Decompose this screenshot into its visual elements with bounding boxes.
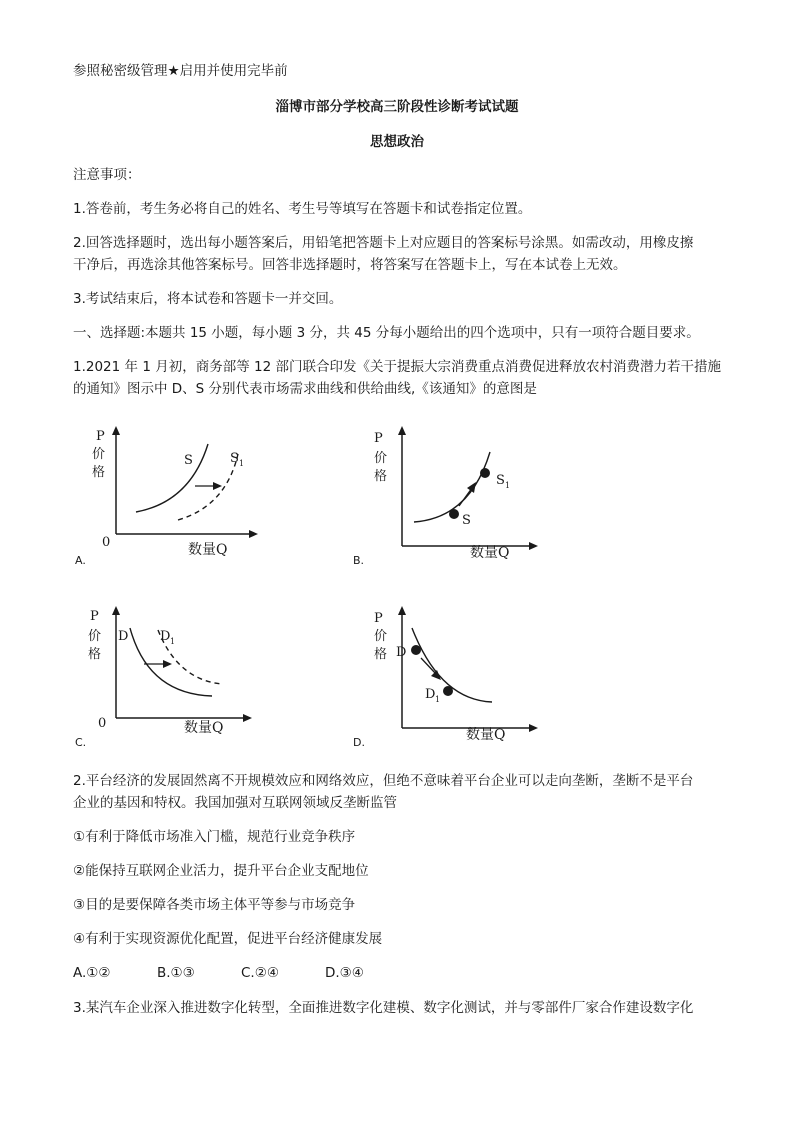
graph-a-s1-sub: 1 (239, 459, 245, 468)
graph-a-p-label: P (96, 429, 105, 444)
graph-d-y-arrow (398, 606, 406, 615)
q2-line-2: 企业的基因和特权。我国加强对互联网领域反垄断监管 (73, 795, 397, 811)
graph-a-supply-curve (136, 444, 208, 512)
q1-line-2: 的通知》图示中 D、S 分别代表市场需求曲线和供给曲线,《该通知》的意图是 (73, 381, 537, 397)
graph-c-origin: 0 (98, 716, 107, 731)
graph-a-origin: 0 (102, 535, 111, 550)
q2-line-1: 2.平台经济的发展固然离不开规模效应和网络效应，但绝不意味着平台企业可以走向垄断，垄断不是平台 (73, 773, 694, 789)
graph-c-price-1: 价 (88, 629, 102, 644)
graph-d-point-d1 (443, 686, 453, 696)
graph-b (370, 422, 570, 562)
q1-line-1: 1.2021 年 1 月初，商务部等 12 部门联合印发《关于提振大宗消费重点消费促进释放农村消费潜力若干措施 (73, 359, 721, 375)
option-b-label: B. (353, 554, 365, 567)
notes-heading: 注意事项： (73, 167, 141, 183)
q2-statement-4: ④有利于实现资源优化配置，促进平台经济健康发展 (73, 931, 383, 947)
graph-b-y-arrow (398, 426, 406, 435)
option-a-label: A. (75, 554, 86, 567)
graph-b-point-s1 (480, 468, 490, 478)
confidentiality-note: 参照秘密级管理★启用并使用完毕前 (73, 63, 288, 79)
option-d-label: D. (353, 736, 365, 749)
graph-d-point-d (411, 645, 421, 655)
graph-c-x-arrow (243, 714, 252, 722)
section-heading: 一、选择题:本题共 15 小题，每小题 3 分，共 45 分每小题给出的四个选项中，只有一项符合题目要求。 (73, 325, 700, 341)
option-c-label: C. (75, 736, 87, 749)
graph-b-s-label: S (462, 513, 471, 528)
q2-option-d: D.③④ (325, 965, 364, 981)
graph-b-x-arrow (529, 542, 538, 550)
graph-b-move-arrow-line (459, 488, 472, 506)
graph-c-d1-label: D (160, 629, 171, 644)
graph-a-s1-label: S (230, 451, 239, 466)
note-3: 3.考试结束后，将本试卷和答题卡一并交回。 (73, 291, 343, 307)
note-2-line-1: 2.回答选择题时，选出每小题答案后，用铅笔把答题卡上对应题目的答案标号涂黑。如需改动，用橡皮擦 (73, 235, 694, 251)
graph-d-price-1: 价 (374, 629, 388, 644)
subject-title: 思想政治 (370, 134, 424, 150)
graph-c (86, 602, 286, 742)
graph-c-quantity: 数量Q (184, 720, 224, 736)
graph-c-shift-arrow-head (163, 660, 172, 668)
graph-d-d-label: D (396, 645, 407, 660)
graph-b-point-s (449, 509, 459, 519)
graph-d-d1-label: D (425, 687, 436, 702)
graph-c-y-arrow (112, 606, 120, 615)
graph-b-price-2: 格 (374, 469, 388, 484)
graph-c-d-label: D (118, 629, 129, 644)
graph-c-p-label: P (90, 609, 99, 624)
graph-d-price-2: 格 (374, 647, 388, 662)
exam-title: 淄博市部分学校高三阶段性诊断考试试题 (275, 99, 519, 115)
q2-statement-2: ②能保持互联网企业活力，提升平台企业支配地位 (73, 863, 369, 879)
q2-option-a: A.①② (73, 965, 111, 981)
graph-a-shift-arrow-head (213, 482, 222, 490)
graph-a-s-label: S (184, 453, 193, 468)
graph-c-d1-sub: 1 (170, 637, 176, 646)
graph-c-price-2: 格 (88, 647, 102, 662)
graph-b-price-1: 价 (374, 451, 388, 466)
graph-a-y-arrow (112, 426, 120, 435)
graph-d-x-arrow (529, 724, 538, 732)
graph-b-quantity: 数量Q (470, 545, 510, 561)
note-1: 1.答卷前，考生务必将自己的姓名、考生号等填写在答题卡和试卷指定位置。 (73, 201, 532, 217)
q2-option-b: B.①③ (157, 965, 195, 981)
note-2-line-2: 干净后，再选涂其他答案标号。回答非选择题时，将答案写在答题卡上，写在本试卷上无效。 (73, 257, 627, 273)
q2-statement-3: ③目的是要保障各类市场主体平等参与市场竞争 (73, 897, 356, 913)
graph-b-s1-sub: 1 (505, 481, 511, 490)
q2-option-c: C.②④ (241, 965, 279, 981)
graph-a (90, 422, 290, 562)
q2-statement-1: ①有利于降低市场准入门槛，规范行业竞争秩序 (73, 829, 356, 845)
q3-line-1: 3.某汽车企业深入推进数字化转型，全面推进数字化建模、数字化测试，并与零部件厂家合作建设数字化 (73, 1000, 694, 1016)
graph-a-x-arrow (249, 530, 258, 538)
graph-a-quantity: 数量Q (188, 542, 228, 558)
graph-b-p-label: P (374, 431, 383, 446)
graph-b-s1-label: S (496, 473, 505, 488)
graph-d-d1-sub: 1 (435, 695, 441, 704)
graph-a-price-1: 价 (92, 447, 106, 462)
graph-d-quantity: 数量Q (466, 727, 506, 742)
graph-d-p-label: P (374, 611, 383, 626)
graph-a-price-2: 格 (92, 465, 106, 480)
graph-d (370, 602, 570, 742)
